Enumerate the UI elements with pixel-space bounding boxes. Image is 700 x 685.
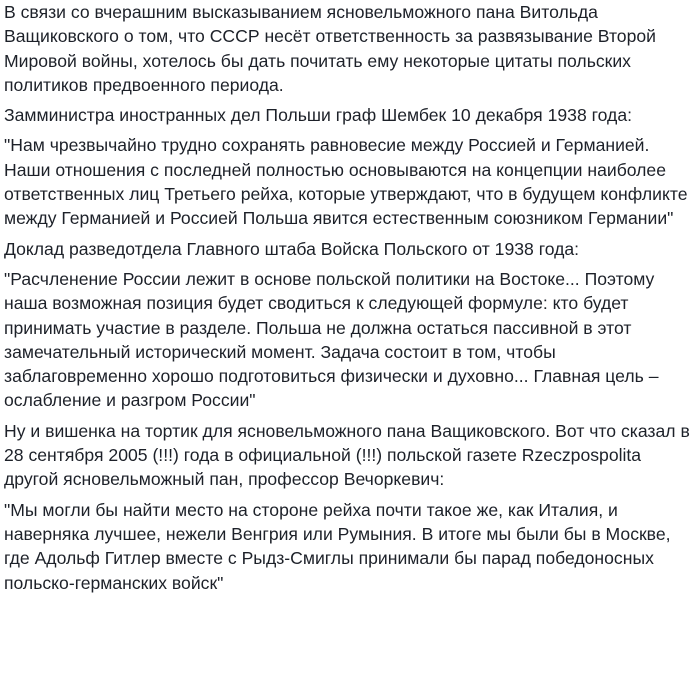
intro-paragraph: В связи со вчерашним высказыванием ясновельможного пана Витольда Ващиковского о том, что СССР несёт ответственность за развязывание Второй Мировой войны, хотелось бы дать почитать ему некоторые цитаты польских политиков предвоенного периода. bbox=[4, 2, 656, 95]
szembek-attribution: Замминистра иностранных дел Польши граф Шембек 10 декабря 1938 года: bbox=[4, 105, 632, 126]
wieczorkiewicz-quote: "Мы могли бы найти место на стороне рейха почти такое же, как Италия, и наверняка лучшее, нежели Венгрия или Румыния. В итоге мы были бы в Москве, где Адольф Гитлер вместе с Рыдз-Смиглы принимали бы парад победоносных польско-германских войск" bbox=[4, 499, 671, 593]
szembek-quote: "Нам чрезвычайно трудно сохранять равновесие между Россией и Германией. Наши отношения с последней полностью основываются на концепции наиболее ответственных лиц Третьего рейха, которые утверждают, что в будущем конфликте между Германией и Россией Польша явится естественным союзником Германии" bbox=[4, 135, 688, 229]
post-body bbox=[4, 0, 692, 601]
wieczorkiewicz-attribution: Ну и вишенка на тортик для ясновельможного пана Ващиковского. Вот что сказал в 28 сентября 2005 (!!!) года в официальной (!!!) польской газете Rzeczpospolita другой ясновельможный пан, профессор Вечоркевич: bbox=[4, 420, 690, 490]
intelligence-report-attribution: Доклад разведотдела Главного штаба Войска Польского от 1938 года: bbox=[4, 238, 580, 259]
intelligence-report-quote: "Расчленение России лежит в основе польской политики на Востоке... Поэтому наша возможная позиция будет сводиться к следующей формуле: кто будет принимать участие в разделе. Польша не должна остаться пассивной в этот замечательный исторический момент. Задача состоит в том, чтобы заблаговременно хорошо подготовиться физически и духовно... Главная цель – ослабление и разгром России" bbox=[4, 268, 659, 411]
